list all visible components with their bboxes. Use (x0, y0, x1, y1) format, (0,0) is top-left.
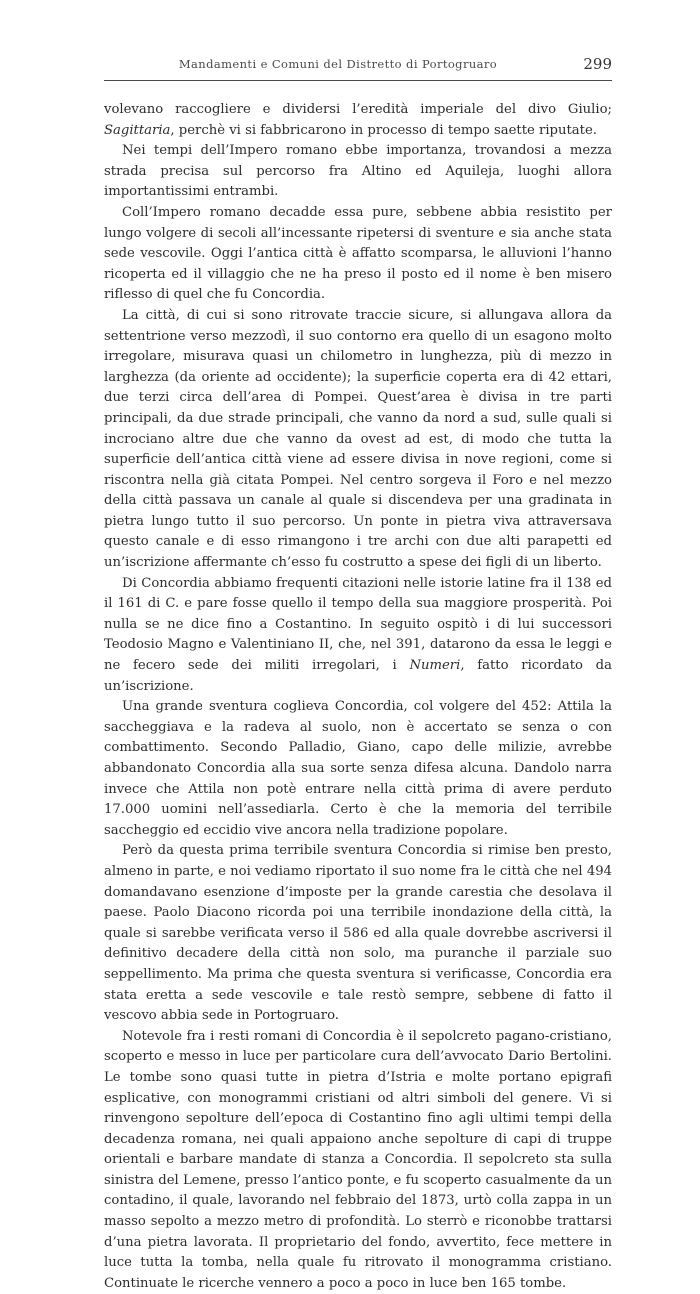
paragraph (104, 1027, 612, 1294)
page-number: 299 (583, 55, 612, 73)
paragraph (104, 141, 612, 203)
text-run: Nei tempi dell’Impero romano ebbe importanza, trovandosi a mezza strada precisa sul percorso fra Altino ed Aquileja, luoghi allora importantissimi entrambi. (104, 143, 612, 200)
italic-term: Numeri (409, 658, 461, 674)
paragraph (104, 697, 612, 841)
paragraph (104, 841, 612, 1026)
italic-term: Sagittaria (104, 122, 171, 138)
text-run: Una grande sventura coglieva Concordia, col volgere del 452: Attila la saccheggiava e la radeva al suolo, non è accertato se senza o con combattimento. Secondo Palladio, Giano, capo delle milizie, avrebbe abbandonato Concordia alla sua sorte senza difesa alcuna. Dandolo narra invece che Attila non potè entrare nella città prima di avere perduto 17.000 uomini nell’assediarla. Certo è che la memoria del terribile saccheggio ed eccidio vive ancora nella tradizione popolare. (104, 699, 612, 838)
text-run: volevano raccogliere e dividersi l’eredità imperiale del divo Giulio; (104, 102, 612, 117)
text-run: Però da questa prima terribile sventura Concordia si rimise ben presto, almeno in parte, e noi vediamo riportato il suo nome fra le città che nel 494 domandavano esenzione d’imposte per la grande carestia che desolava il paese. Paolo Diacono ricorda poi una terribile inondazione della città, la quale si sarebbe verificata verso il 586 ed alla quale dovrebbe ascriversi il definitivo decadere della città non solo, ma puranche il parziale suo seppellimento. Ma prima che questa sventura si verificasse, Concordia era stata eretta a sede vescovile e tale restò sempre, sebbene di fatto il vescovo abbia sede in Portogruaro. (104, 843, 612, 1024)
paragraph (104, 574, 612, 698)
text-run: La città, di cui si sono ritrovate traccie sicure, si allungava allora da settentrione verso mezzodì, il suo contorno era quello di un esagono molto irregolare, misurava quasi un chilometro in lunghezza, più di mezzo in larghezza (da oriente ad occidente); la superficie coperta era di 42 ettari, due terzi circa dell’area di Pompei. Quest’area è divisa in tre parti principali, da due strade principali, che vanno da nord a sud, sulle quali si incrociano altre due che vanno da ovest ad est, di modo che tutta la superficie dell’antica città viene ad essere divisa in nove regioni, come si riscontra nella già citata Pompei. Nel centro sorgeva il Foro e nel mezzo della città passava un canale al quale si discendeva per una gradinata in pietra lungo tutto il suo percorso. Un ponte in pietra viva attraversava questo canale e di esso rimangono i tre archi con due alti parapetti ed un’iscrizione affermante ch’esso fu costrutto a spese dei figli di un liberto. (104, 307, 612, 571)
text-run: Coll’Impero romano decadde essa pure, sebbene abbia resistito per lungo volgere di secoli all’incessante ripetersi di sventure e sia anche stata sede vescovile. Oggi l’antica città è affatto scomparsa, le alluvioni l’hanno ricoperta ed il villaggio che ne ha preso il posto ed il nome è ben misero riflesso di quel che fu Concordia. (104, 204, 612, 303)
paragraph (104, 100, 612, 141)
text-run: , fatto ricordato da un’iscrizione. (104, 658, 612, 694)
text-run: Di Concordia abbiamo frequenti citazioni nelle istorie latine fra il 138 ed il 161 di C. e pare fosse quello il tempo della sua maggiore prosperità. Poi nulla se ne dice fino a Costantino. In seguito ospitò i di lui successori Teodosio Magno e Valentiniano II, che, nel 391, datarono da essa le leggi e ne fecero sede dei militi irregolari, i (104, 575, 612, 674)
header-rule (104, 80, 612, 81)
running-head (104, 57, 612, 75)
running-title: Mandamenti e Comuni del Distretto di Portogruaro (178, 57, 498, 71)
paragraph (104, 306, 612, 574)
text-run: , perchè vi si fabbricarono in processo di tempo saette riputate. (170, 122, 597, 138)
text-run: Notevole fra i resti romani di Concordia è il sepolcreto pagano-cristiano, scoperto e messo in luce per particolare cura dell’avvocato Dario Bertolini. Le tombe sono quasi tutte in pietra d’Istria e molte portano epigrafi esplicative, con monogrammi cristiani od altri simboli del genere. Vi si rinvengono sepolture dell’epoca di Costantino fino agli ultimi tempi della decadenza romana, nei quali appaiono anche sepolture di capi di truppe orientali e barbare mandate di stanza a Concordia. Il sepolcreto sta sulla sinistra del Lemene, presso l’antico ponte, e fu scoperto casualmente da un contadino, il quale, lavorando nel febbraio del 1873, urtò colla zappa in un masso sepolto a mezzo metro di profondità. Lo sterrò e riconobbe trattarsi d’una pietra lavorata. Il proprietario del fondo, avvertito, fece mettere in luce tutta la tomba, nella quale fu ritrovato il monogramma cristiano. Continuate le ricerche vennero a poco a poco in luce ben 165 tombe. (104, 1028, 612, 1291)
body-text (104, 100, 612, 1294)
paragraph (104, 203, 612, 306)
